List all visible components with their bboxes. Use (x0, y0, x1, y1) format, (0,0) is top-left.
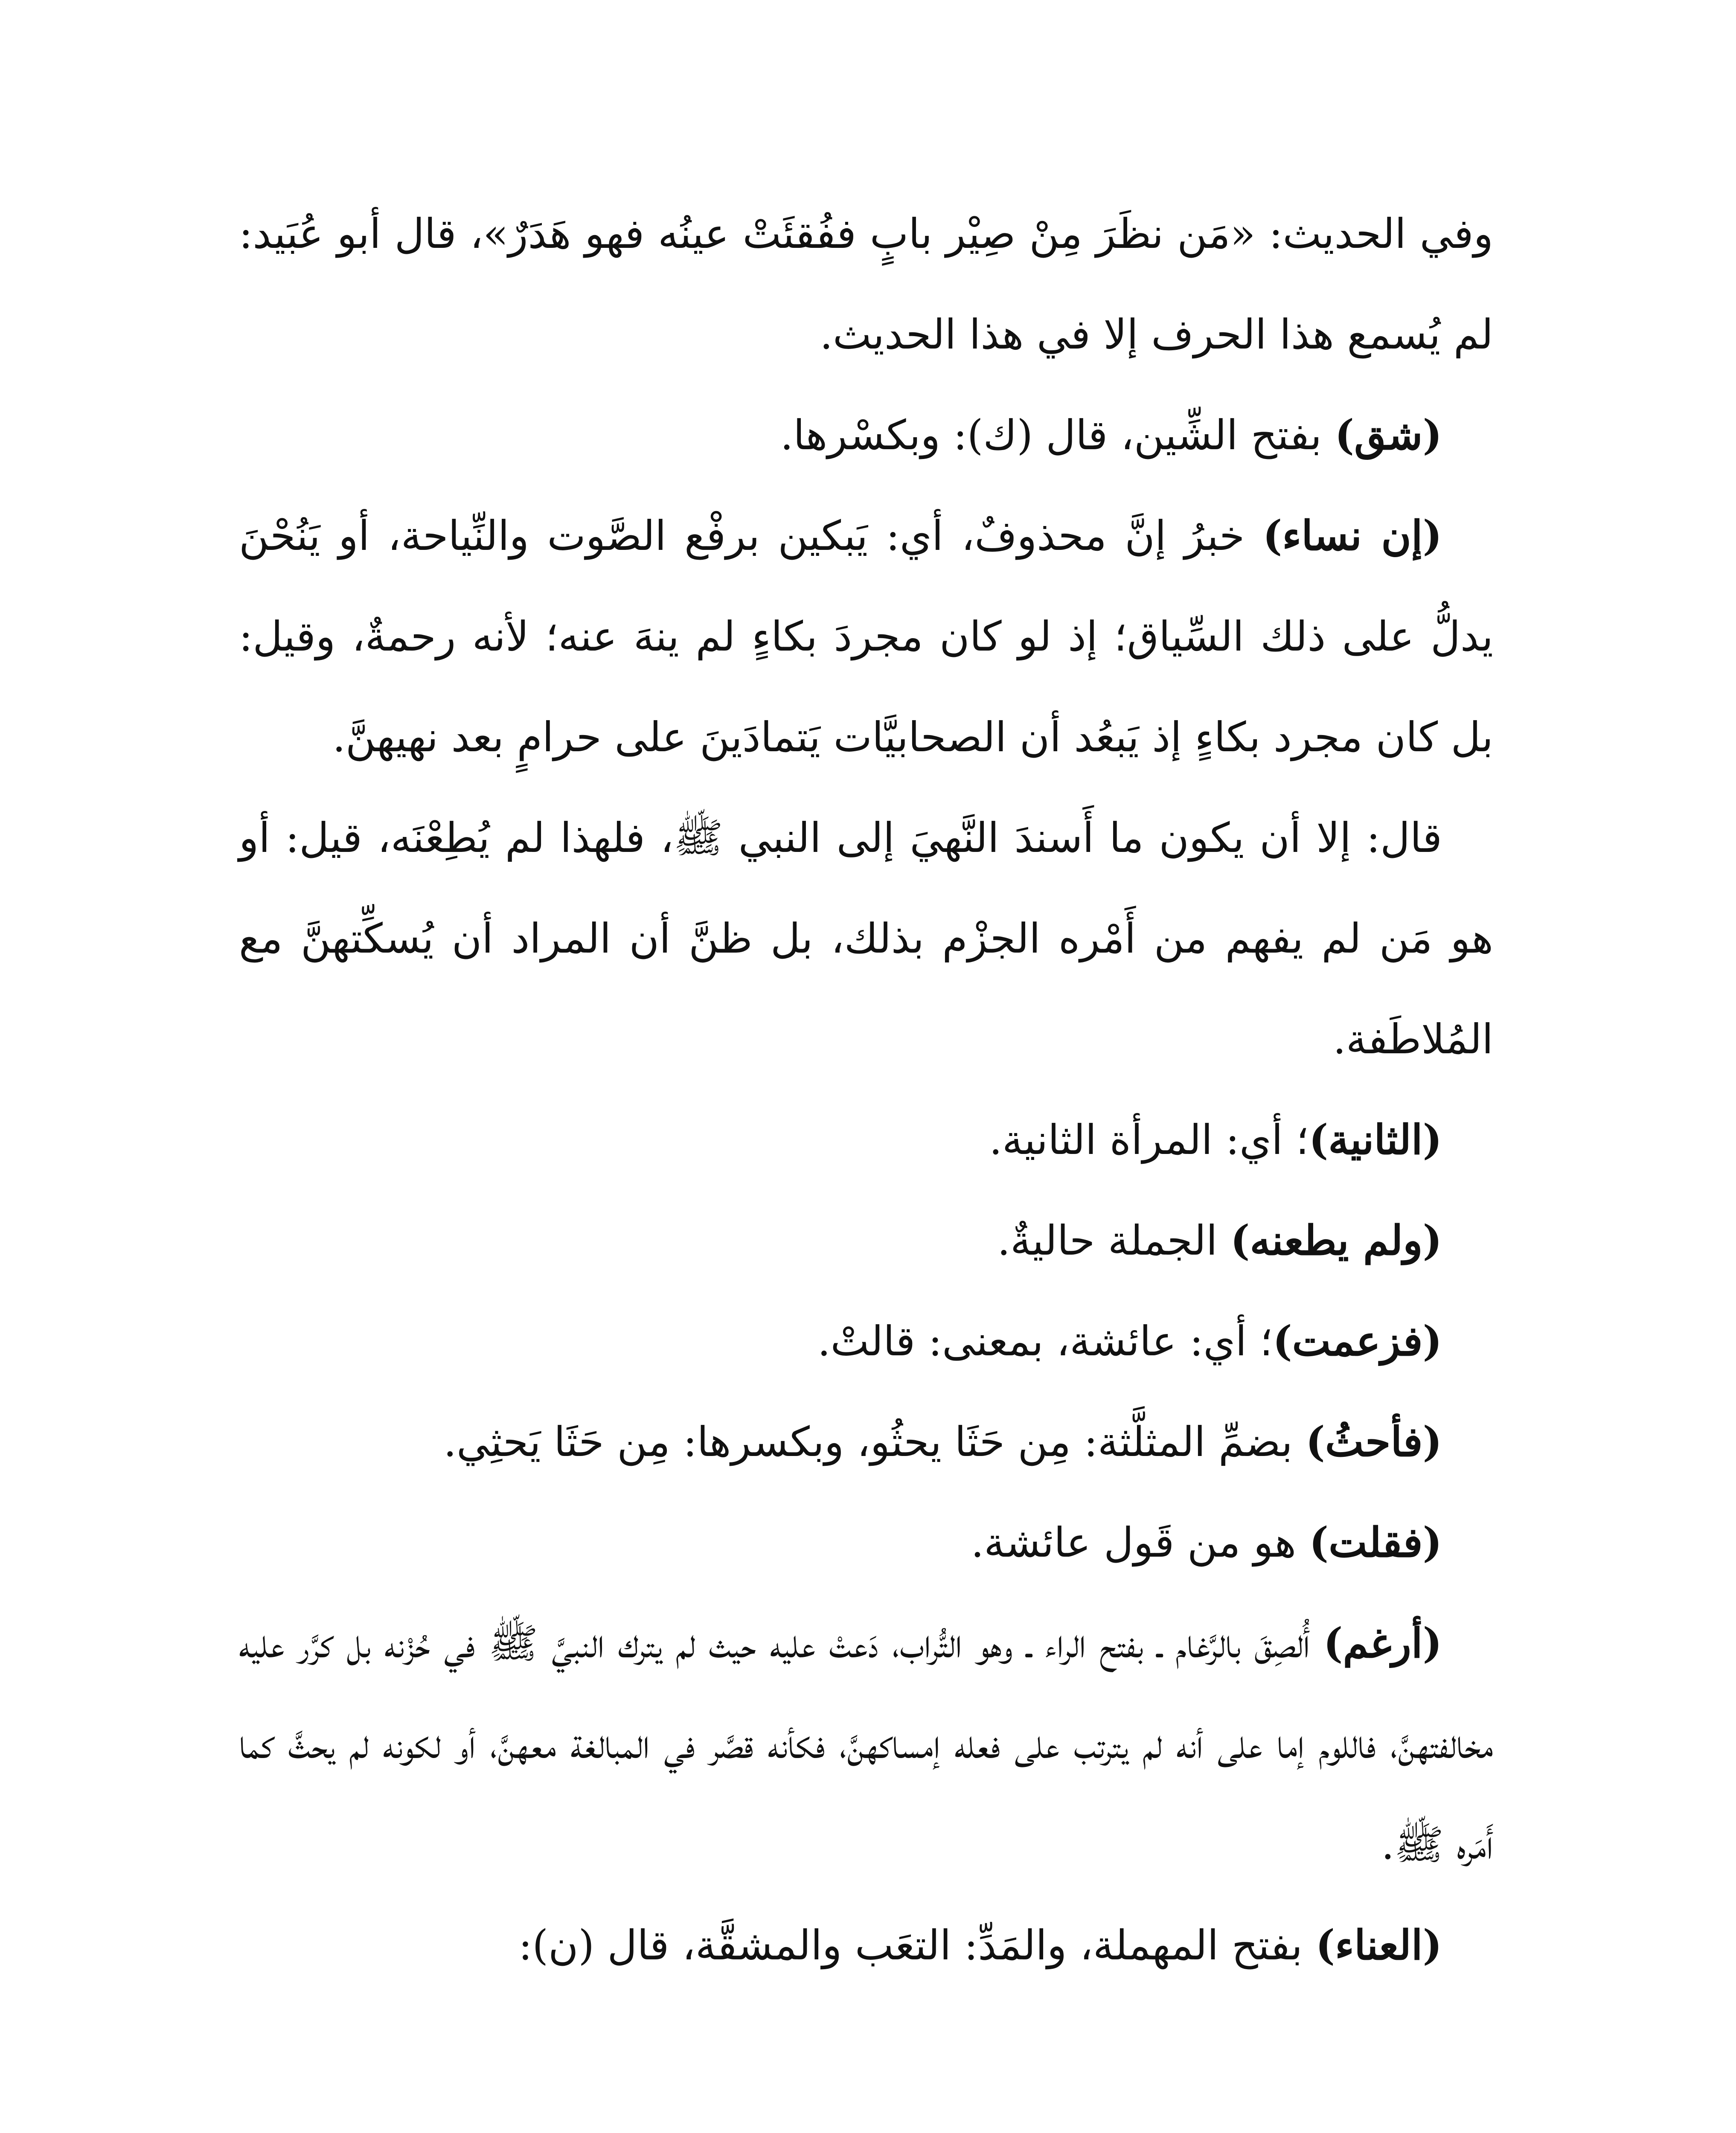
paragraph-inna-nisaa (239, 485, 1493, 788)
paragraph-urghim (239, 1593, 1493, 1895)
paragraph-al-anaa (239, 1895, 1493, 1996)
paragraph-text: قال: إلا أن يكون ما أَسندَ النَّهيَ إلى النبي ﷺ، فلهذا لم يُطِعْنَه، قيل: أو هو مَن لم يفهم من أَمْره الجزْم بذلك، بل ظنَّ أن المراد أن يُسكِّتهنَّ مع المُلاطَفة. (239, 814, 1493, 1063)
lemma-al-anaa: (العناء) (1315, 1921, 1442, 1969)
paragraph-fa-zaamat (239, 1291, 1493, 1392)
lemma-fa-zaamat: (فزعمت) (1273, 1317, 1442, 1365)
lemma-fa-ahthu: (فأحثُ) (1306, 1418, 1442, 1466)
paragraph-wa-lam-yutiunah (239, 1190, 1493, 1291)
lemma-wa-lam-yutiunah: (ولم يطعنه) (1230, 1216, 1442, 1264)
paragraph-text: ؛ أي: عائشة، بمعنى: قالتْ. (817, 1317, 1273, 1365)
paragraph-text: هو من قَول عائشة. (971, 1519, 1309, 1566)
paragraph-text: أُلصِقَ بالرَّغام ـ بفتح الراء ـ وهو التُّراب، دَعتْ عليه حيث لم يترك النبيَّ ﷺ في حُزْنه بل كرَّر عليه مخالفتهنَّ، فاللوم إما على أنه لم يترتب على فعله إمساكهنَّ، فكأنه قصَّر في المبالغة معهنَّ، أو لكونه لم يحثَّ كما أَمَره ﷺ. (239, 1619, 1493, 1869)
lemma-al-thaniya: (الثانية) (1309, 1116, 1442, 1164)
paragraph-text: ؛ أي: المرأة الثانية. (989, 1116, 1309, 1164)
lemma-shaq: (شق) (1335, 411, 1442, 459)
paragraph-fa-qultu (239, 1492, 1493, 1593)
paragraph-text: بفتح الشِّين، قال (ك): وبكسْرها. (780, 411, 1335, 459)
lemma-urghim: (أرغم) (1323, 1619, 1442, 1667)
paragraph-fa-ahthu (239, 1392, 1493, 1492)
paragraph-text: وفي الحديث: «مَن نظَرَ مِنْ صِيْر بابٍ ففُقئَتْ عينُه فهو هَدَرٌ»، قال أبو عُبَيد: لم يُسمع هذا الحرف إلا في هذا الحديث. (239, 210, 1493, 358)
paragraph-al-thaniya (239, 1090, 1493, 1190)
paragraph-qala (239, 788, 1493, 1090)
lemma-fa-qultu: (فقلت) (1309, 1518, 1442, 1566)
paragraph-text: الجملة حاليةٌ. (997, 1217, 1231, 1264)
paragraph-text: بضمِّ المثلَّثة: مِن حَثَا يحثُو، وبكسرها: مِن حَثَا يَحثِي. (443, 1418, 1306, 1466)
paragraph-text: خبرُ إنَّ محذوفٌ، أي: يَبكين برفْع الصَّوت والنِّياحة، أو يَنُحْنَ يدلُّ على ذلك السِّياق؛ إذ لو كان مجردَ بكاءٍ لم ينهَ عنه؛ لأنه رحمةٌ، وقيل: بل كان مجرد بكاءٍ إذ يَبعُد أن الصحابيَّات يَتمادَينَ على حرامٍ بعد نهيهنَّ. (239, 512, 1494, 761)
paragraph-hadith-quote (239, 183, 1493, 385)
page-body-text (239, 183, 1493, 1996)
lemma-inna-nisaa: (إن نساء) (1262, 511, 1442, 560)
paragraph-text: بفتح المهملة، والمَدِّ: التعَب والمشقَّة، قال (ن): (518, 1921, 1316, 1969)
paragraph-shaq (239, 385, 1493, 485)
